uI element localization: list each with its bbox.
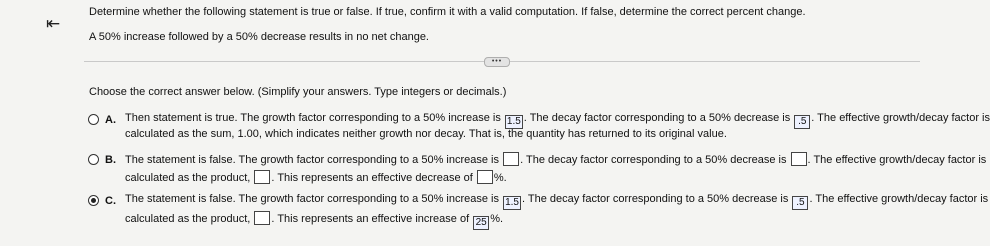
option-b-percent-input[interactable]: [477, 170, 493, 184]
option-b-letter: B.: [105, 154, 116, 166]
option-b-text: . The effective growth/decay factor is: [807, 154, 987, 166]
option-b-decay-factor-input[interactable]: [791, 152, 807, 166]
option-a-text: . The effective growth/decay factor is: [811, 112, 990, 124]
question-statement: A 50% increase followed by a 50% decrease results in no net change.: [89, 31, 429, 43]
option-b-text: %.: [493, 172, 507, 184]
option-c-text: . The decay factor corresponding to a 50% decrease is: [521, 193, 789, 205]
option-c-text: . The effective growth/decay factor is: [809, 193, 989, 205]
option-b-text: The statement is false. The growth factor corresponding to a 50% increase is: [125, 154, 499, 166]
option-c-text: The statement is false. The growth factor corresponding to a 50% increase is: [125, 193, 499, 205]
option-a-text: Then statement is true. The growth factor corresponding to a 50% increase is: [125, 112, 501, 124]
option-c-product-input[interactable]: [254, 211, 270, 225]
option-a-text: calculated as the sum, 1.00, which indicates neither growth nor decay. That is, the quantity has returned to its original value.: [125, 128, 727, 140]
option-c-percent-input[interactable]: 25: [473, 216, 489, 230]
option-b-radio[interactable]: [88, 154, 99, 165]
option-b-text: . The decay factor corresponding to a 50% decrease is: [520, 154, 787, 166]
option-a-letter: A.: [105, 114, 116, 126]
answer-instructions: Choose the correct answer below. (Simplify your answers. Type integers or decimals.): [89, 86, 507, 98]
option-b-growth-factor-input[interactable]: [503, 152, 519, 166]
option-a-radio[interactable]: [88, 114, 99, 125]
option-b-product-input[interactable]: [254, 170, 270, 184]
option-c-radio[interactable]: [88, 195, 99, 206]
option-c-text: . This represents an effective increase of: [271, 213, 470, 225]
option-c-decay-factor-input[interactable]: .5: [792, 196, 808, 210]
back-arrow-icon[interactable]: ⇤: [46, 14, 61, 33]
option-b-text: calculated as the product,: [125, 172, 251, 184]
option-c-growth-factor-input[interactable]: 1.5: [505, 197, 519, 208]
option-a-decay-factor-input[interactable]: .5: [794, 115, 810, 129]
option-c-text: calculated as the product,: [125, 213, 251, 225]
option-a-text: . The decay factor corresponding to a 50% decrease is: [523, 112, 791, 124]
more-button[interactable]: •••: [484, 57, 510, 67]
option-c-text: %.: [490, 213, 504, 225]
option-b-text: . This represents an effective decrease of: [271, 172, 473, 184]
option-c-letter: C.: [105, 195, 116, 207]
question-prompt: Determine whether the following statement is true or false. If true, confirm it with a valid computation. If false, determine the correct percent change.: [89, 6, 806, 18]
option-a-growth-factor-input[interactable]: 1.5: [506, 116, 521, 127]
